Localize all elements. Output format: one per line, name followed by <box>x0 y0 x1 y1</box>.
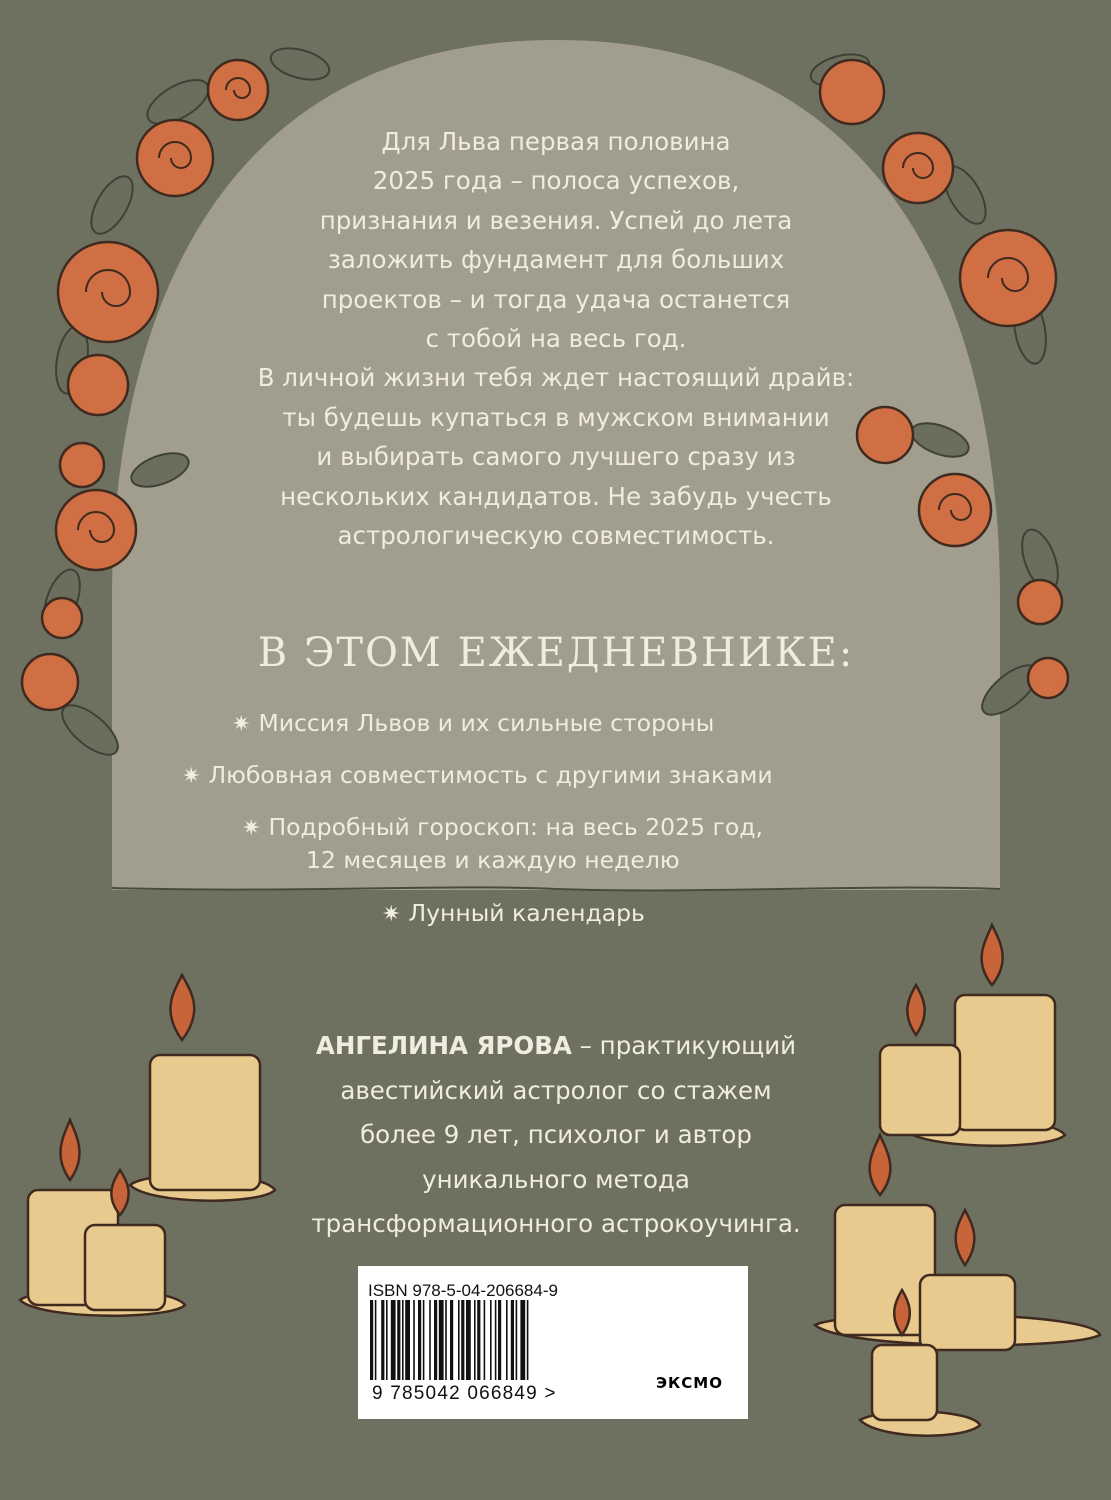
star-bullet-icon: ✷ <box>232 712 251 737</box>
barcode-bar <box>418 1300 421 1380</box>
barcode-bar <box>405 1300 410 1380</box>
flame <box>170 975 194 1040</box>
barcode-bar <box>429 1300 431 1380</box>
candle <box>85 1225 165 1310</box>
list-item-text: Лунный календарь <box>408 899 645 927</box>
barcode-bar <box>477 1300 480 1380</box>
intro-line: признания и везения. Успей до лета <box>319 205 793 235</box>
author-bio-line: уникального метода <box>422 1164 690 1194</box>
star-bullet-icon: ✷ <box>382 902 401 927</box>
intro-line: нескольких кандидатов. Не забудь учесть <box>280 481 832 511</box>
rose <box>56 490 136 570</box>
rose <box>820 60 884 124</box>
barcode-bar <box>516 1300 518 1380</box>
barcode-bar <box>498 1300 501 1380</box>
star-bullet-icon: ✷ <box>182 764 201 789</box>
barcode-bar <box>490 1300 492 1380</box>
rose <box>208 60 268 120</box>
candle <box>920 1275 1015 1350</box>
rose <box>68 355 128 415</box>
intro-line: 2025 года – полоса успехов, <box>372 166 740 196</box>
barcode-bar <box>370 1300 373 1380</box>
list-item-continuation: 12 месяцев и каждую неделю <box>306 846 680 874</box>
barcode-bar <box>423 1300 425 1380</box>
barcode-bar <box>484 1300 486 1380</box>
intro-line: ты будешь купаться в мужском внимании <box>282 402 830 432</box>
rose <box>58 242 158 342</box>
barcode-bar <box>474 1300 476 1380</box>
intro-line: заложить фундамент для больших <box>327 245 785 275</box>
star-bullet-icon: ✷ <box>242 816 261 841</box>
list-item-text: Подробный гороскоп: на весь 2025 год, <box>268 813 763 841</box>
intro-line: В личной жизни тебя ждет настоящий драйв: <box>257 363 855 393</box>
barcode-bar <box>439 1300 444 1380</box>
intro-line: Для Льва первая половина <box>381 127 731 156</box>
barcode-bar <box>375 1300 377 1380</box>
barcode-bar <box>506 1300 508 1380</box>
list-item-text: Любовная совместимость с другими знаками <box>208 761 773 789</box>
barcode-bar <box>386 1300 388 1380</box>
barcode-bar <box>458 1300 460 1380</box>
rose <box>960 230 1056 326</box>
barcode-bar <box>520 1300 525 1380</box>
barcode-bar <box>495 1300 497 1380</box>
rose <box>1028 658 1068 698</box>
publisher-name: ЭКСМО <box>656 1374 723 1392</box>
list-item-text: Миссия Львов и их сильные стороны <box>258 709 715 737</box>
intro-line: и выбирать самого лучшего сразу из <box>316 442 796 472</box>
candle <box>872 1345 937 1420</box>
list-item <box>242 811 763 845</box>
author-bio-line: трансформационного астрокоучинга. <box>311 1209 801 1238</box>
barcode-bar <box>527 1300 529 1380</box>
intro-line: проектов – и тогда удача останется <box>321 284 791 314</box>
barcode-bar <box>461 1300 464 1380</box>
list-item <box>232 707 714 741</box>
author-bio-line: АНГЕЛИНА ЯРОВА – практикующий <box>315 1031 797 1060</box>
barcode <box>368 1300 608 1380</box>
intro-line: астрологическую совместимость. <box>337 521 775 551</box>
flame <box>956 1210 975 1265</box>
flame <box>60 1120 79 1180</box>
barcode-bar <box>466 1300 471 1380</box>
barcode-bar <box>391 1300 396 1380</box>
author-bio <box>200 1024 912 1247</box>
rose <box>42 598 82 638</box>
barcode-bar <box>450 1300 453 1380</box>
barcode-bar <box>397 1300 400 1380</box>
intro-line: с тобой на весь год. <box>425 324 687 354</box>
barcode-bar <box>381 1300 384 1380</box>
barcode-bar <box>413 1300 415 1380</box>
rose <box>22 654 78 710</box>
author-name: АНГЕЛИНА ЯРОВА <box>315 1031 572 1060</box>
isbn-text: ISBN 978-5-04-206684-9 <box>368 1281 558 1300</box>
barcode-bar <box>445 1300 447 1380</box>
list-item <box>182 759 773 793</box>
barcode-bar <box>511 1300 514 1380</box>
rose <box>60 443 104 487</box>
barcode-bar <box>402 1300 404 1380</box>
flame <box>982 925 1003 985</box>
rose <box>1018 580 1062 624</box>
barcode-bar <box>434 1300 437 1380</box>
author-bio-line: авестийский астролог со стажем <box>340 1075 772 1105</box>
candle <box>955 995 1055 1130</box>
author-bio-line: более 9 лет, психолог и автор <box>360 1120 752 1149</box>
intro-text <box>150 122 962 555</box>
ean-digits: 9 785042 066849 > <box>372 1383 557 1404</box>
list-item <box>382 897 645 931</box>
section-heading: В ЭТОМ ЕЖЕДНЕВНИКЕ: <box>257 630 855 676</box>
